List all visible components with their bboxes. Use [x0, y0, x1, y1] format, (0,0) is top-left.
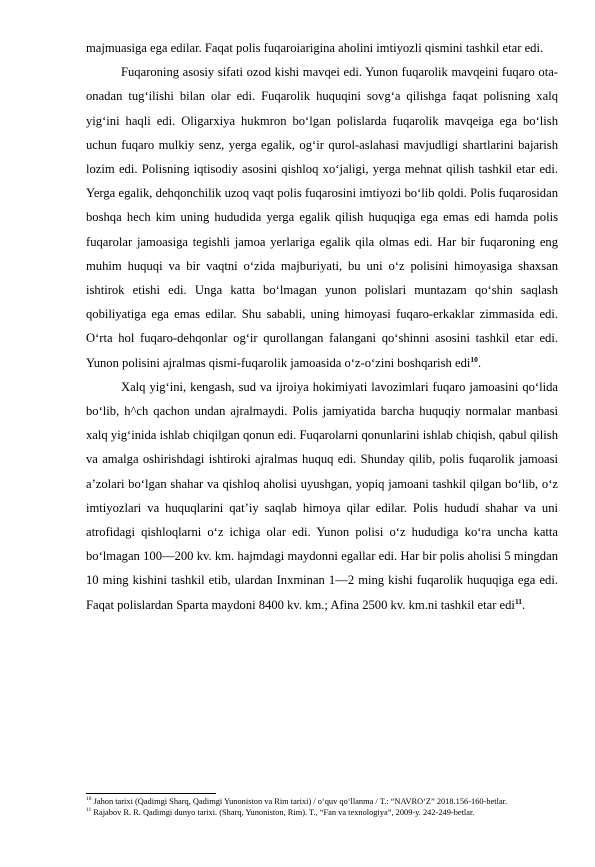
- footnote-text-10: Jahon tarixi (Qadimgi Sharq, Qadimgi Yunoniston va Rim tarixi) / o‘quv qo‘llanma / T.: “NAVRO‘Z” 2018.156-160-betlar.: [93, 797, 508, 806]
- footnote-text-11: Rajabov R. R. Qadimgi dunyo tarixi. (Sharq, Yunoniston, Rim). T., “Fan va texnologiya”, 2009-y. 242-249-betlar.: [93, 807, 475, 817]
- paragraph-2-text: Fuqaroning asosiy sifati ozod kishi mavqei edi. Yunon fuqarolik mavqeini fuqaro ota-onadan tug‘ilishi bilan olar edi. Fuqarolik huquqini sovg‘a qilishga faqat polisning xalq yig‘ini haqli edi. Oligarxiya hukmron bo‘lgan polislarda fuqarolik mavqeiga ega bo‘lish uchun fuqaro mulkiy senz, yerga egalik, og‘ir qurol-aslahasi mavjudligi shartlarini bajarish lozim edi. Polisning iqtisodiy asosini qishloq xo‘jaligi, yerga mehnat qilish tashkil etar edi. Yerga egalik, dehqonchilik uzoq vaqt polis fuqarosini imtiyozi bo‘lib qoldi. Polis fuqarosidan boshqa hech kim uning hududida yerga egalik qilish huquqiga ega emas edi hamda polis fuqarolar jamoasiga tegishli jamoa yerlariga egalik qila olmas edi. Har bir fuqaroning eng muhim huquqi va bir vaqtni o‘zida majburiyati, bu uni o‘z polisini himoyasiga shaxsan ishtirok etishi edi. Unga katta bo‘lmagan yunon polislari muntazam qo‘shin saqlash qobiliyatiga ega emas edilar. Shu sababli, uning himoyasi fuqaro-erkaklar zimmasida edi. O‘rta hol fuqaro-dehqonlar og‘ir qurollangan falangani qo‘shinni asosini tashkil etar edi. Yunon polisini ajralmas qismi-fuqarolik jamoasida o‘z-o‘zini boshqarish edi: [86, 65, 558, 370]
- paragraph-3: Xalq yig‘ini, kengash, sud va ijroiya hokimiyati lavozimlari fuqaro jamoasini qo‘lida bo‘lib, h^ch qachon undan ajralmaydi. Polis jamiyatida barcha huquqiy normalar manbasi xalq yig‘inida ishlab chiqilgan qonun edi. Fuqarolarni qonunlarini ishlab chiqish, qabul qilish va amalga oshirishdagi ishtiroki ajralmas huquq edi. Shunday qilib, polis fuqarolik jamoasi a’zolari bo‘lgan shahar va qishloq aholisi uyushgan, yopiq jamoani tashkil qilgan bo‘lib, o‘z imtiyozlari va huquqlarini qat’iy saqlab himoya qilar edilar. Polis hududi shahar va uni atrofidagi qishloqlarni o‘z ichiga olar edi. Yunon polisi o‘z hududiga ko‘ra uncha katta bo‘lmagan 100—200 kv. km. hajmdagi maydonni egallar edi. Har bir polis aholisi 5 mingdan 10 ming kishini tashkil etib, ulardan Inxminan 1—2 ming kishi fuqarolik huquqiga ega edi. Faqat polislardan Sparta maydoni 8400 kv. km.; Afina 2500 kv. km.ni tashkil etar edi$^{11}$.: [86, 379, 558, 612]
- footnote-10: [86, 797, 558, 808]
- paragraph-1: [86, 36, 558, 60]
- footnote-11: [86, 808, 558, 819]
- footnote-ref-11[interactable]: 11: [514, 596, 523, 606]
- footnote-number-10: 10: [86, 796, 92, 803]
- footnotes-section: [86, 793, 558, 818]
- footnote-divider: [86, 793, 216, 794]
- document-body: [86, 36, 558, 617]
- footnote-ref-10[interactable]: 10: [470, 354, 478, 364]
- paragraph-1-text: majmuasiga ega edilar. Faqat polis fuqaroiarigina aholini imtiyozli qismini tashkil etar edi.: [86, 41, 544, 55]
- paragraph-3-text: Xalq yig‘ini, kengash, sud va ijroiya hokimiyati lavozimlari fuqaro jamoasini qo‘lida bo‘lib, h^ch qachon undan ajralmaydi. Polis jamiyatida barcha huquqiy normalar manbasi xalq yig‘inida ishlab chiqilgan qonun edi. Fuqarolarni qonunlarini ishlab chiqish, qabul qilish va amalga oshirishdagi ishtiroki ajralmas huquq edi. Shunday qilib, polis fuqarolik jamoasi a’zolari bo‘lgan shahar va qishloq aholisi uyushgan, yopiq jamoani tashkil qilgan bo‘lib, o‘z imtiyozlari va huquqlarini qat’iy saqlab himoya qilar edilar. Polis hududi shahar va uni atrofidagi qishloqlarni o‘z ichiga olar edi. Yunon polisi o‘z hududiga ko‘ra uncha katta bo‘lmagan 100—200 kv. km. hajmdagi maydonni egallar edi. Har bir polis aholisi 5 mingdan 10 ming kishini tashkil etib, ulardan Inxminan 1—2 ming kishi fuqarolik huquqiga ega edi. Faqat polislardan Sparta maydoni 8400 kv. km.; Afina 2500 kv. km.ni tashkil etar edi: [86, 379, 558, 612]
- paragraph-2: Fuqaroning asosiy sifati ozod kishi mavqei edi. Yunon fuqarolik mavqeini fuqaro ota-onadan tug‘ilishi bilan olar edi. Fuqarolik huquqini sovg‘a qilishga faqat polisning xalq yig‘ini haqli edi. Oligarxiya hukmron bo‘lgan polislarda fuqarolik mavqeiga ega bo‘lish uchun fuqaro mulkiy senz, yerga egalik, og‘ir qurol-aslahasi mavjudligi shartlarini bajarish lozim edi. Polisning iqtisodiy asosini qishloq xo‘jaligi, yerga mehnat qilish tashkil etar edi. Yerga egalik, dehqonchilik uzoq vaqt polis fuqarosini imtiyozi bo‘lib qoldi. Polis fuqarosidan boshqa hech kim uning hududida yerga egalik qilish huquqiga ega emas edi hamda polis fuqarolar jamoasiga tegishli jamoa yerlariga egalik qila olmas edi. Har bir fuqaroning eng muhim huquqi va bir vaqtni o‘zida majburiyati, bu uni o‘z polisini himoyasiga shaxsan ishtirok etishi edi. Unga katta bo‘lmagan yunon polislari muntazam qo‘shin saqlash qobiliyatiga ega emas edilar. Shu sababli, uning himoyasi fuqaro-erkaklar zimmasida edi. O‘rta hol fuqaro-dehqonlar og‘ir qurollangan falangani qo‘shinni asosini tashkil etar edi. Yunon polisini ajralmas qismi-fuqarolik jamoasida o‘z-o‘zini boshqarish edi$^{10}$.: [86, 65, 558, 370]
- footnote-number-11: 11: [86, 806, 92, 813]
